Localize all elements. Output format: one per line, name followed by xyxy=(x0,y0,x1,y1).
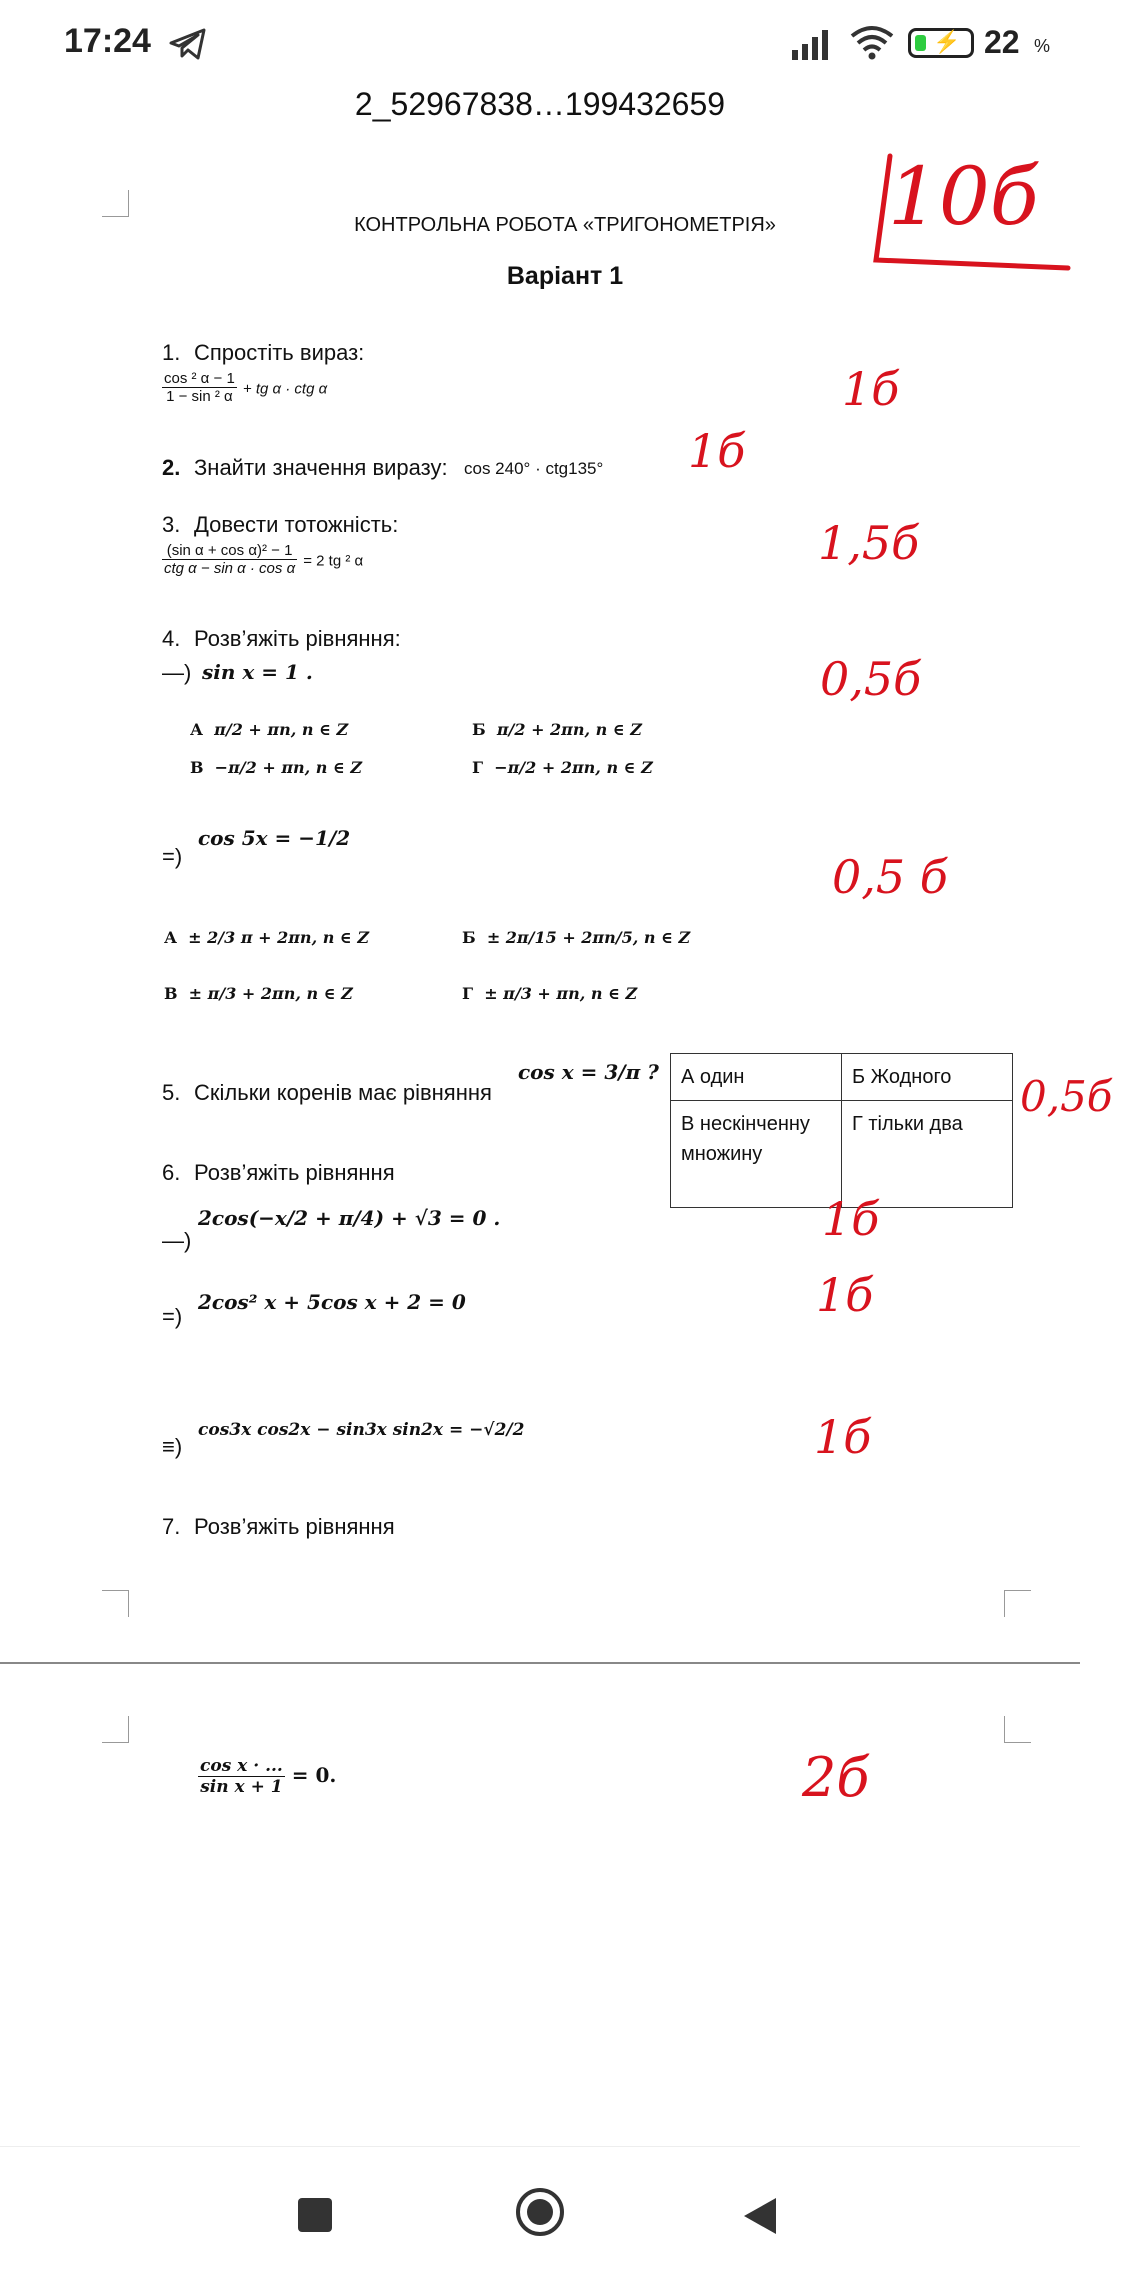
q1-number: 1. xyxy=(162,340,181,365)
q6b-equation: 2cos² x + 5cos x + 2 = 0 xyxy=(198,1290,466,1314)
q4a-option-b: Б π/2 + 2πn, n ∈ Z xyxy=(472,720,642,739)
q4-text: Розв’яжіть рівняння: xyxy=(194,626,401,651)
status-bar xyxy=(0,0,1080,90)
q7-text: Розв’яжіть рівняння xyxy=(194,1514,395,1539)
q3-text: Довести тотожність: xyxy=(194,512,399,537)
q4-number: 4. xyxy=(162,626,181,651)
q4b-option-v: В ± π/3 + 2πn, n ∈ Z xyxy=(164,984,353,1003)
q3-number: 3. xyxy=(162,512,181,537)
crop-mark xyxy=(102,190,129,217)
q4a-option-g: Г −π/2 + 2πn, n ∈ Z xyxy=(472,758,653,777)
battery-icon xyxy=(908,28,974,58)
crop-mark xyxy=(102,1590,129,1617)
q3-denominator: ctg α − sin α · cos α xyxy=(164,560,296,577)
q1-numerator: cos ² α − 1 xyxy=(164,370,235,387)
variant-heading: Варіант 1 xyxy=(506,262,624,290)
q2-number: 2. xyxy=(162,455,181,480)
q3-expression xyxy=(162,542,363,577)
page-divider xyxy=(0,1662,1080,1664)
grade-total: 10б xyxy=(888,150,1039,243)
document-title: КОНТРОЛЬНА РОБОТА «ТРИГОНОМЕТРІЯ» xyxy=(354,214,776,236)
grade-total-underline xyxy=(868,150,1068,280)
q4b-option-a: А ± 2/3 π + 2πn, n ∈ Z xyxy=(164,928,369,947)
q5-answer-b: Б Жодного xyxy=(842,1054,1013,1101)
q6c-label: ≡) xyxy=(162,1434,183,1459)
grade-q6a: 1б xyxy=(822,1192,880,1246)
grade-q4b: 0,5 б xyxy=(832,850,948,904)
grade-q6c: 1б xyxy=(814,1410,872,1464)
q1-denominator: 1 − sin ² α xyxy=(166,388,233,405)
q4b-option-g: Г ± π/3 + πn, n ∈ Z xyxy=(462,984,638,1003)
q7-number: 7. xyxy=(162,1514,181,1539)
recent-apps-button[interactable] xyxy=(298,2198,332,2232)
q5-answer-v: В нескінченну множину xyxy=(671,1101,842,1208)
grade-q3: 1,5б xyxy=(818,516,920,570)
wifi-icon xyxy=(850,24,894,60)
q4a-option-v: В −π/2 + πn, n ∈ Z xyxy=(190,758,363,777)
battery-fill xyxy=(915,35,926,51)
q2-text: Знайти значення виразу: xyxy=(194,455,448,480)
q5-answer-a: А один xyxy=(671,1054,842,1101)
q2-expression: cos 240° · ctg135° xyxy=(464,459,604,478)
signal-icon xyxy=(792,26,836,60)
q4a-option-a: А π/2 + πn, n ∈ Z xyxy=(190,720,349,739)
grade-q7: 2б xyxy=(802,1746,870,1809)
q7-equation: $\frac{\text{cos x · ...}}{\text{sin x + 1}}$ = 0. xyxy=(200,1756,337,1797)
q1-tail: + tg α · ctg α xyxy=(242,380,328,398)
clock: 17:24 xyxy=(64,22,151,60)
back-button[interactable] xyxy=(742,2196,778,2236)
q6a-label: —) xyxy=(162,1228,192,1253)
crop-mark xyxy=(1004,1590,1031,1617)
q4b-option-b: Б ± 2π/15 + 2πn/5, n ∈ Z xyxy=(462,928,691,947)
battery-unit: % xyxy=(1034,36,1051,56)
q4a-label: —) xyxy=(162,660,192,685)
q1-text: Спростіть вираз: xyxy=(194,340,365,365)
q6a-equation: 2cos(−x/2 + π/4) + √3 = 0 . xyxy=(198,1206,501,1230)
q4b-label: =) xyxy=(162,844,183,869)
q5-text: Скільки коренів має рівняння xyxy=(194,1080,492,1105)
home-icon xyxy=(527,2199,553,2225)
grade-q6b: 1б xyxy=(816,1268,874,1322)
q1-expression xyxy=(162,370,327,405)
q6-number: 6. xyxy=(162,1160,181,1185)
grade-q4a: 0,5б xyxy=(820,652,922,706)
q5-equation: cos x = 3/π ? xyxy=(518,1060,659,1084)
crop-mark xyxy=(102,1716,129,1743)
battery-percent: 22 xyxy=(984,24,1020,60)
q5-number: 5. xyxy=(162,1080,181,1105)
q4a-equation: sin x = 1 . xyxy=(202,660,313,684)
q6b-label: =) xyxy=(162,1304,183,1329)
q3-tail: = 2 tg ² α xyxy=(303,552,364,570)
telegram-icon xyxy=(168,26,208,62)
q6-text: Розв’яжіть рівняння xyxy=(194,1160,395,1185)
q3-numerator: (sin α + cos α)² − 1 xyxy=(162,542,297,560)
grade-q2: 1б xyxy=(688,424,746,478)
home-button[interactable] xyxy=(516,2188,564,2236)
q4b-equation: cos 5x = −1/2 xyxy=(198,826,351,850)
q6c-equation: cos3x cos2x − sin3x sin2x = −√2/2 xyxy=(198,1420,525,1440)
file-name-title: 2_52967838…199432659 xyxy=(354,86,726,122)
q5-answer-table xyxy=(670,1053,1013,1208)
grade-q1: 1б xyxy=(842,362,900,416)
q5-answer-g: Г тільки два xyxy=(842,1101,1013,1208)
crop-mark xyxy=(1004,1716,1031,1743)
grade-q5: 0,5б xyxy=(1020,1072,1113,1121)
charging-icon: ⚡ xyxy=(933,29,961,54)
